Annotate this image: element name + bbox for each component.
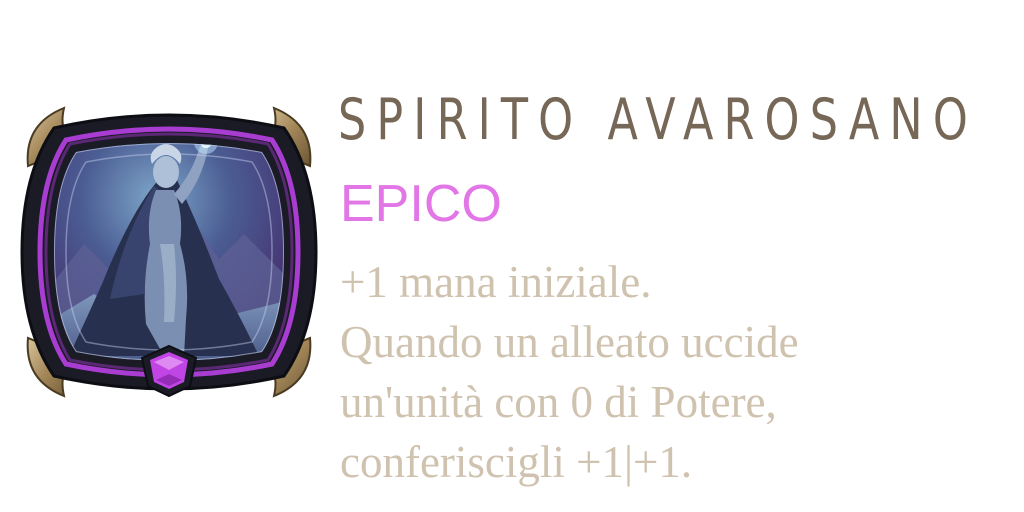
description-line: conferiscigli +1|+1. [340, 437, 693, 487]
card-description [340, 252, 799, 492]
description-line: +1 mana iniziale. [340, 257, 652, 307]
relic-portrait [14, 94, 324, 410]
spirit-portrait-icon [14, 94, 324, 410]
rarity-label: EPICO [340, 175, 502, 233]
card-title: SPIRITO AVAROSANO [338, 87, 978, 153]
description-line: Quando un alleato uccide [340, 317, 799, 367]
description-line: un'unità con 0 di Potere, [340, 377, 777, 427]
